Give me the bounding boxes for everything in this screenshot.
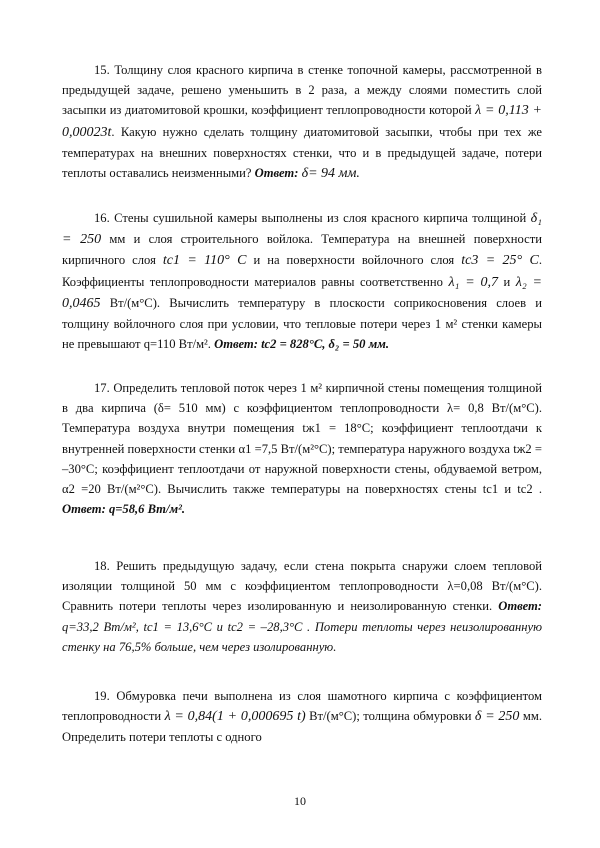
problem-16-answer-label: Ответ: — [214, 337, 258, 352]
problem-15-formula-1: λ = 0,113 + 0,00023t — [62, 103, 542, 140]
problem-19-text-2: Вт/(м°С); толщина обмуровки — [309, 709, 472, 724]
problem-15-answer-value: δ= 94 мм. — [301, 166, 360, 182]
problem-15-answer-label: Ответ: — [254, 166, 299, 181]
problem-19-text-3: мм. Определить потери теплоты с одного — [62, 709, 542, 745]
problem-16-formula-1: δ₁ = 250 — [62, 211, 542, 248]
problem-17-answer-label: Ответ: — [62, 502, 106, 517]
problem-19 — [62, 686, 542, 748]
problem-19-formula-2: δ = 250 — [474, 709, 520, 725]
problem-16-formula-3: tс3 = 25° C — [461, 253, 539, 269]
problem-18-answer-value: q=33,2 Вт/м², tс1 = 13,6°C и tс2 = –28,3°C . Потери теплоты через неизолированную стенку на 76,5% больше, чем через изолированную. — [62, 619, 542, 654]
problem-18-text-1: 18. Решить предыдущую задачу, если стена покрыта снаружи слоем тепловой изоляции толщиной 50 мм с коэффициентом теплопроводности λ=0,08 Вт/(м°С). Сравнить потери теплоты через изолированную и неизолированную стенки. — [62, 559, 542, 614]
problem-17-text-1: 17. Определить тепловой поток через 1 м² кирпичной стены помещения толщиной в два кирпича (δ= 510 мм) с коэффициентом теплопроводности λ= 0,8 Вт/(м°С). Температура воздуха внутри помещения tж1 = 18°С; коэффициент теплоотдачи к внутренней поверхности стенки α1 =7,5 Вт/(м²°С); температура наружного воздуха tж2 = –30°С; коэффициент теплоотдачи от наружной поверхности стены, обдуваемой ветром, α2 =20 Вт/(м²°С). Вычислить также температуры на поверхностях стены tс1 и tс2 . — [62, 381, 542, 497]
problem-16-text-5: и — [503, 274, 511, 289]
page-number: 10 — [294, 794, 306, 808]
problem-17 — [62, 378, 542, 519]
problem-16-text-2: мм и слоя строительного войлока. Температура на внешней поверхности кирпичного слоя — [62, 232, 542, 268]
problem-16-formula-4: λ₁ = 0,7 — [448, 274, 499, 290]
problem-19-formula-1: λ = 0,84(1 + 0,000695 t) — [164, 709, 306, 725]
problem-17-answer-value: q=58,6 Вт/м². — [108, 502, 185, 517]
problem-15-text-1: 15. Толщину слоя красного кирпича в стенке топочной камеры, рассмотренной в предыдущей задаче, решено уменьшить в 2 раза, а между слоями поместить слой засыпки из диатомитовой крошки, коэффициент теплопроводности которой — [62, 63, 542, 118]
problem-16-text-3: и на поверхности войлочного слоя — [253, 253, 455, 268]
problem-18 — [62, 556, 542, 657]
problem-16-text-1: 16. Стены сушильной камеры выполнены из слоя красного кирпича толщиной — [94, 211, 527, 225]
problem-15-text-2: . Какую нужно сделать толщину диатомитовой засыпки, чтобы при тех же температурах на внешних поверхностях стенки, что и в предыдущей задаче, потери теплоты оставались неизменными? — [62, 124, 542, 181]
problem-18-answer-label: Ответ: — [498, 599, 542, 614]
problem-16-answer-value: tс2 = 828°С, δ₂ = 50 мм. — [261, 337, 390, 352]
problem-16 — [62, 208, 542, 354]
problem-15 — [62, 60, 542, 184]
problem-19-text-1: 19. Обмуровка печи выполнена из слоя шамотного кирпича с коэффициентом теплопроводности — [62, 689, 542, 724]
problem-16-formula-5: λ₂ = 0,0465 — [62, 274, 542, 311]
problem-16-text-4: . Коэффициенты теплопроводности материалов равны соответственно — [62, 253, 542, 289]
problem-16-text-6: Вт/(м°С). Вычислить температуру в плоскости соприкосновения слоев и толщину войлочного слоя при условии, что тепловые потери через 1 м² стенки камеры не превышают q=110 Вт/м². — [62, 295, 543, 352]
problem-16-formula-2: tс1 = 110° C — [162, 253, 247, 269]
